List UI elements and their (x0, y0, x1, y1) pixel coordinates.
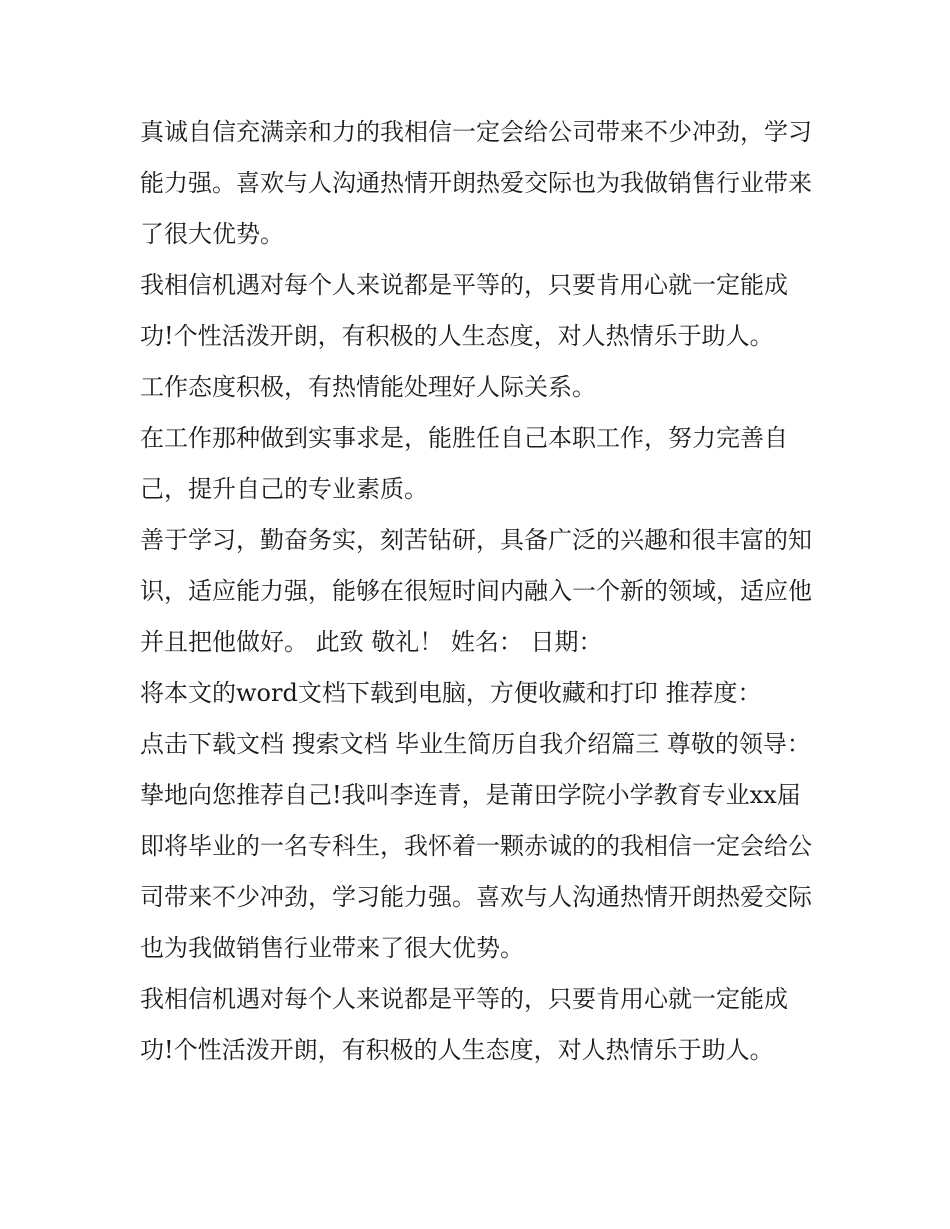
paragraph: 工作态度积极，有热情能处理好人际关系。 (140, 373, 596, 401)
paragraph: 挚地向您推荐自己!我叫李连青，是莆田学院小学教育专业xx届即将毕业的一名专科生，我怀着一颗赤诚的的我相信一定会给公司带来不少冲劲，学习能力强。喜欢与人沟通热情开朗热爱交际也为我做销售行业带来了很大优势。 (140, 781, 812, 962)
paragraph: 在工作那种做到实事求是，能胜任自己本职工作，努力完善自己，提升自己的专业素质。 (140, 424, 788, 503)
paragraph: 我相信机遇对每个人来说都是平等的，只要肯用心就一定能成功!个性活泼开朗，有积极的人生态度，对人热情乐于助人。 (140, 271, 788, 350)
paragraph: 善于学习，勤奋务实，刻苦钻研，具备广泛的兴趣和很丰富的知识，适应能力强，能够在很短时间内融入一个新的领域，适应他并且把他做好。 此致 敬礼！ 姓名： 日期： (140, 526, 812, 656)
paragraph: 点击下载文档 搜索文档 毕业生简历自我介绍篇三 尊敬的领导： (140, 730, 811, 758)
paragraph: 我相信机遇对每个人来说都是平等的，只要肯用心就一定能成功!个性活泼开朗，有积极的人生态度，对人热情乐于助人。 (140, 985, 788, 1064)
paragraph: 真诚自信充满亲和力的我相信一定会给公司带来不少冲劲，学习能力强。喜欢与人沟通热情开朗热爱交际也为我做销售行业带来了很大优势。 (140, 118, 812, 248)
document-body (140, 107, 812, 1076)
paragraph: 将本文的word文档下载到电脑，方便收藏和打印 推荐度： (140, 679, 762, 707)
